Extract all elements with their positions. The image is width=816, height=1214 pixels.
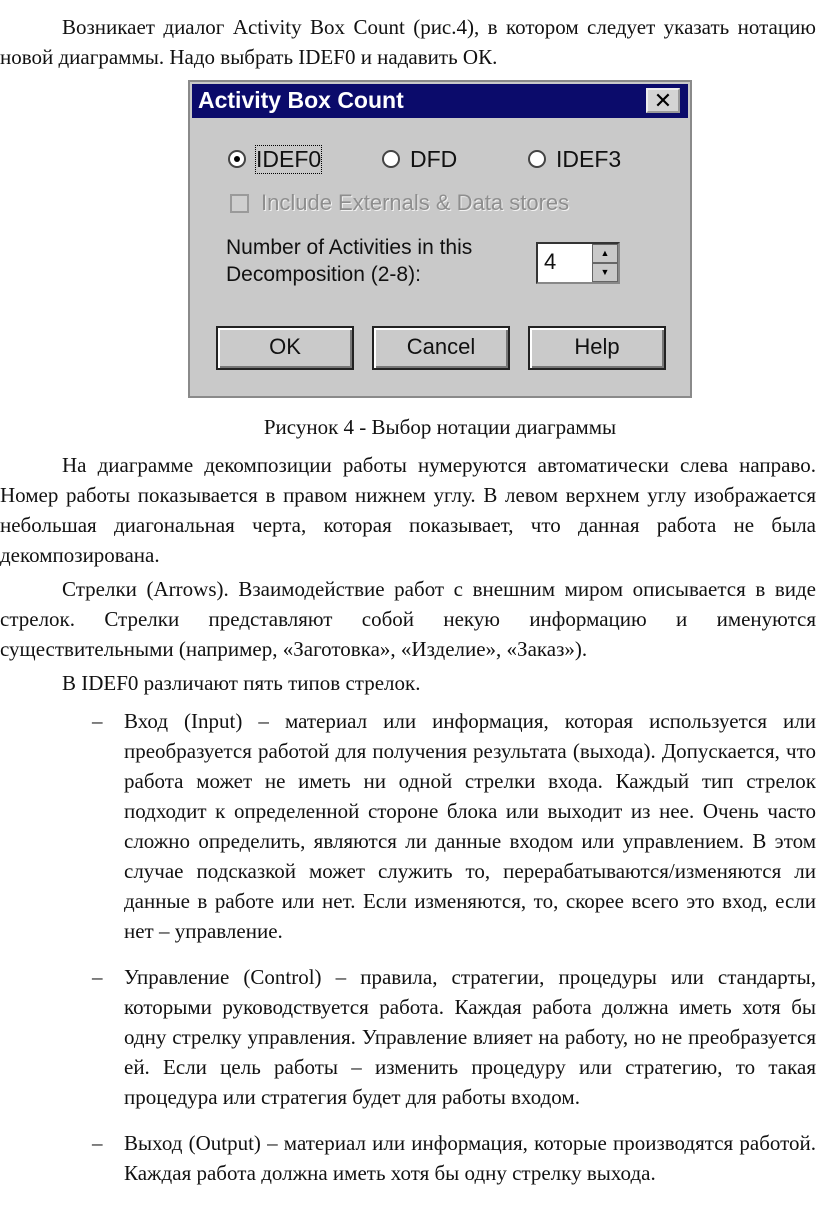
include-externals-checkbox	[230, 194, 249, 213]
help-button[interactable]: Help	[528, 326, 666, 370]
paragraph-arrow-types: В IDEF0 различают пять типов стрелок.	[62, 671, 421, 695]
list-item-text: Вход (Input) – материал или информация, которая используется или преобразуется работой для получения результата (выхода). Допускается, что работа может не иметь ни одной стрелки входа. Каждый тип стрелок подходит к определенной стороне блока или выходит из нее. Очень часто сложно определить, являются ли данные входом или управлением. В этом случае подсказкой может служить то, перерабатываются/изменяются ли данные в работе или нет. Если изменяются, то, скорее всего это вход, если нет – управление.	[124, 709, 816, 943]
radio-unselected-icon	[382, 150, 400, 168]
radio-idef3[interactable]	[528, 144, 621, 174]
list-marker: –	[92, 1131, 103, 1155]
paragraph-arrows: Стрелки (Arrows). Взаимодействие работ с внешним миром описывается в виде стрелок. Стрелки представляют собой некую информацию и именуются существительными (например, «Заготовка», «Изделие», «Заказ»).	[0, 577, 816, 661]
activities-count-spinner[interactable]	[536, 242, 620, 284]
close-button[interactable]: ✕	[646, 88, 680, 113]
radio-dfd-label: DFD	[410, 145, 458, 172]
radio-selected-icon	[228, 150, 246, 168]
activity-box-count-dialog	[188, 80, 692, 398]
list-item-text: Выход (Output) – материал или информация, которые производятся работой. Каждая работа должна иметь хотя бы одну стрелку выхода.	[124, 1131, 816, 1185]
dialog-titlebar	[192, 84, 688, 118]
radio-idef3-label: IDEF3	[556, 145, 622, 172]
intro-paragraph: Возникает диалог Activity Box Count (рис.4), в котором следует указать нотацию новой диаграммы. Надо выбрать IDEF0 и надавить ОК.	[0, 15, 816, 69]
include-externals-checkbox-row	[230, 190, 569, 216]
spinner-buttons	[592, 244, 618, 282]
number-label-line1: Number of Activities in this	[226, 236, 473, 259]
cancel-button[interactable]: Cancel	[372, 326, 510, 370]
ok-button[interactable]: OK	[216, 326, 354, 370]
spin-down-icon[interactable]: ▼	[592, 263, 618, 282]
radio-unselected-icon	[528, 150, 546, 168]
radio-idef0-label: IDEF0	[256, 145, 322, 172]
dialog-title: Activity Box Count	[198, 87, 404, 113]
spin-up-icon[interactable]: ▲	[592, 244, 618, 263]
list-marker: –	[92, 965, 103, 989]
list-item-text: Управление (Control) – правила, стратегии, процедуры или стандарты, которыми руководствуется работа. Каждая работа должна иметь хотя бы одну стрелку управления. Управление влияет на работу, но не преобразуется ей. Если цель работы – изменить процедуру или стратегию, то такая процедура или стратегия будет для работы входом.	[124, 965, 816, 1109]
number-label-line2: Decomposition (2-8):	[226, 263, 421, 286]
radio-idef0[interactable]	[228, 144, 321, 174]
paragraph-numbering: На диаграмме декомпозиции работы нумеруются автоматически слева направо. Номер работы показывается в правом нижнем углу. В левом верхнем углу изображается небольшая диагональная черта, которая показывает, что данная работа не была декомпозирована.	[0, 453, 816, 567]
list-marker: –	[92, 709, 103, 733]
radio-dfd[interactable]	[382, 144, 457, 174]
figure-caption: Рисунок 4 - Выбор нотации диаграммы	[263, 415, 617, 439]
include-externals-label: Include Externals & Data stores	[261, 190, 570, 215]
activities-count-value[interactable]: 4	[544, 249, 557, 274]
number-of-activities-label	[226, 234, 472, 288]
